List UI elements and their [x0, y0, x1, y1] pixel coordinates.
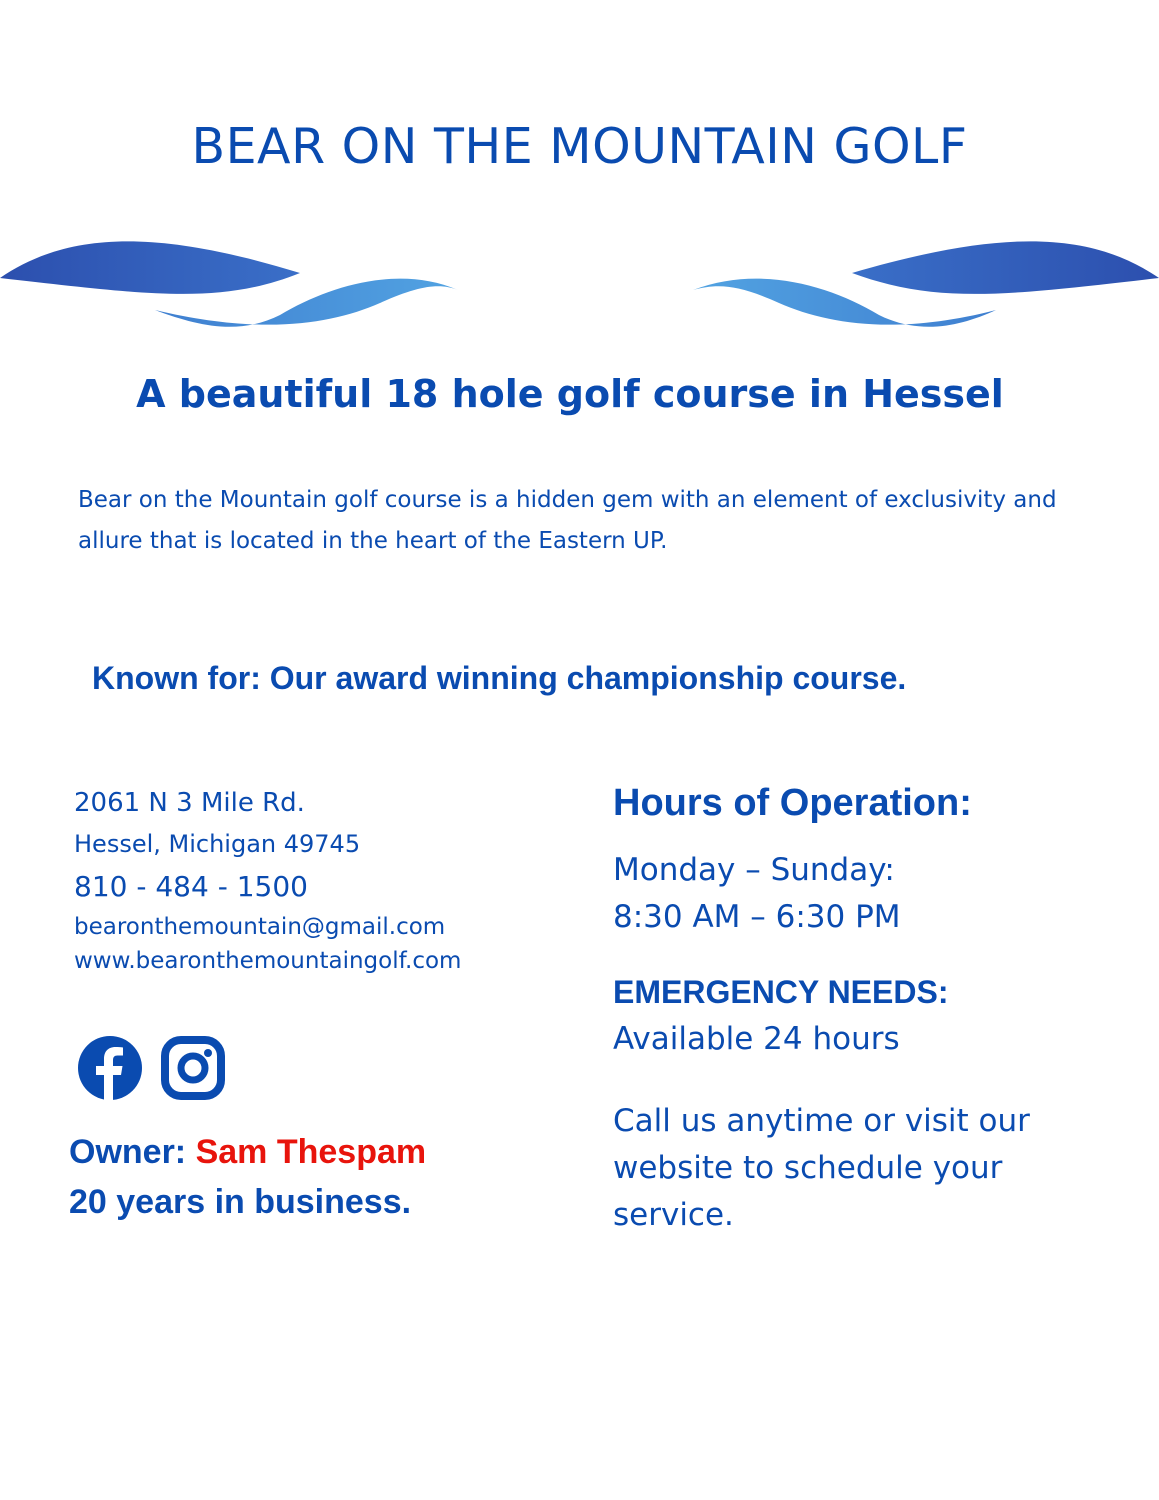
description-text: Bear on the Mountain golf course is a hidden gem with an element of exclusivity and allure that is located in the heart of the Eastern UP.	[78, 487, 1057, 554]
email-address[interactable]: bearonthemountain@gmail.com	[74, 914, 446, 940]
website-link[interactable]: www.bearonthemountaingolf.com	[74, 948, 462, 974]
hours-days: Monday – Sunday:	[613, 852, 895, 888]
instagram-icon[interactable]	[161, 1036, 225, 1100]
emergency-availability: Available 24 hours	[613, 1021, 900, 1057]
page-title: BEAR ON THE MOUNTAIN GOLF	[191, 118, 968, 175]
owner-label: Owner:	[69, 1133, 187, 1171]
facebook-icon[interactable]	[77, 1035, 143, 1101]
phone-number[interactable]: 810 - 484 - 1500	[74, 870, 308, 903]
emergency-heading: EMERGENCY NEEDS:	[613, 974, 949, 1010]
owner-line	[69, 1133, 426, 1172]
owner-name: Sam Thespam	[195, 1133, 427, 1171]
wave-right	[693, 241, 1159, 326]
known-for-text: Known for: Our award winning championship course.	[92, 660, 907, 696]
address-line-2: Hessel, Michigan 49745	[74, 830, 361, 858]
social-icons	[77, 1035, 237, 1101]
years-in-business: 20 years in business.	[69, 1183, 412, 1221]
call-to-action: Call us anytime or visit our website to schedule your service.	[613, 1103, 1030, 1233]
decorative-waves	[0, 225, 1159, 355]
hours-times: 8:30 AM – 6:30 PM	[613, 899, 901, 935]
subtitle: A beautiful 18 hole golf course in Hessel	[136, 372, 1004, 416]
hours-heading: Hours of Operation:	[613, 782, 972, 824]
wave-left	[0, 241, 458, 326]
address-line-1: 2061 N 3 Mile Rd.	[74, 788, 305, 818]
